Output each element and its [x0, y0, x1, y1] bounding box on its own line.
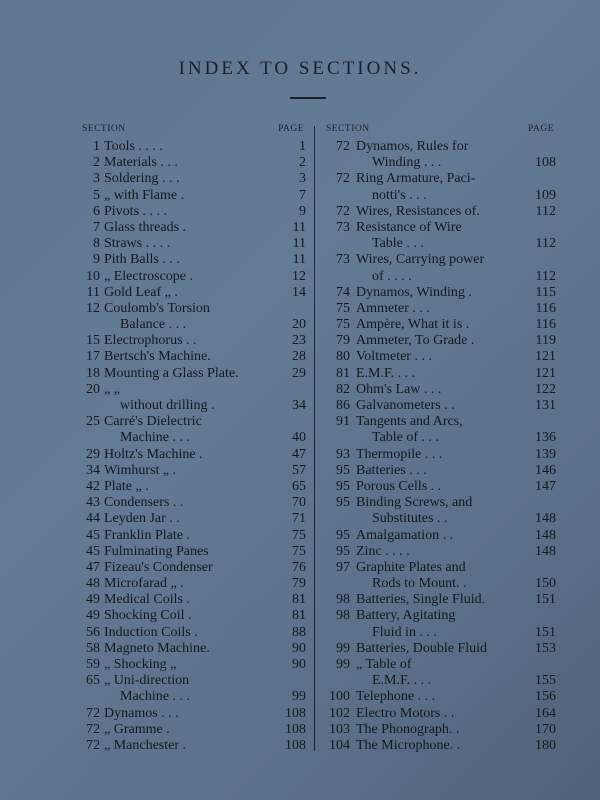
section-number: 80 — [336, 349, 350, 365]
entry-title: Wires, Carrying power — [356, 252, 485, 268]
entry-title: The Microphone. . — [356, 737, 461, 753]
entry-title: Batteries, Double Fluid — [356, 640, 488, 656]
page-number: 108 — [535, 155, 556, 171]
index-entry — [322, 528, 554, 544]
section-number: 56 — [86, 624, 100, 640]
section-number: 74 — [336, 284, 350, 300]
index-entry — [322, 188, 554, 204]
entry-title: Leyden Jar . . — [104, 511, 180, 527]
entry-title: „ „ — [104, 381, 120, 397]
index-entry — [76, 560, 308, 576]
page-number: 108 — [285, 721, 306, 737]
page-number: 115 — [535, 284, 556, 300]
index-entry — [76, 592, 308, 608]
entry-title: „ Manchester . — [104, 737, 187, 753]
index-entry — [76, 366, 308, 382]
page-number: 147 — [535, 478, 556, 494]
section-number: 1 — [93, 139, 100, 154]
index-entry — [76, 155, 308, 171]
entry-title: Wimhurst „ . — [104, 462, 177, 478]
page-number: 146 — [535, 462, 556, 478]
section-number: 29 — [86, 446, 100, 462]
index-entry — [76, 269, 308, 285]
entry-title: Ampère, What it is . — [356, 317, 470, 333]
index-entry — [322, 447, 554, 463]
section-number: 91 — [336, 414, 350, 430]
entry-title: E.M.F. . . . — [356, 365, 416, 381]
index-entry — [76, 349, 308, 365]
page-number: 11 — [292, 236, 306, 252]
index-entry — [322, 414, 554, 430]
page-number: 108 — [285, 737, 306, 753]
page-number: 34 — [292, 398, 306, 413]
entry-title: Ammeter, To Grade . — [356, 333, 475, 349]
page-heading: PAGE — [278, 124, 304, 134]
section-number: 72 — [336, 171, 350, 187]
section-number: 65 — [86, 673, 100, 689]
page-number: 116 — [535, 317, 556, 333]
index-entry — [76, 625, 308, 641]
entry-title: Rods to Mount. . — [372, 576, 467, 592]
page-number: 2 — [299, 155, 306, 171]
page-number: 136 — [535, 430, 556, 446]
page-number: 122 — [535, 381, 556, 397]
index-entry — [76, 333, 308, 349]
page-number: 155 — [535, 673, 556, 689]
entry-title: Graphite Plates and — [356, 559, 466, 575]
entry-title: of . . . . — [372, 268, 412, 284]
right-column-header — [322, 124, 554, 139]
entry-title: Bertsch's Machine. — [104, 349, 211, 365]
entry-title: Fulminating Panes — [104, 543, 209, 559]
entry-title: The Phonograph. . — [356, 721, 460, 737]
section-number: 102 — [329, 705, 350, 721]
section-number: 103 — [329, 721, 350, 737]
index-entry — [76, 689, 308, 705]
page-number: 170 — [535, 721, 556, 737]
page-number: 99 — [292, 689, 306, 705]
index-entry — [76, 528, 308, 544]
section-number: 72 — [336, 203, 350, 219]
entry-title: Franklin Plate . — [104, 527, 190, 543]
section-number: 97 — [336, 559, 350, 575]
index-entry — [322, 204, 554, 220]
index-entry — [76, 382, 308, 398]
index-entry — [76, 236, 308, 252]
page-number: 148 — [535, 543, 556, 559]
index-entry — [76, 657, 308, 673]
section-number: 45 — [86, 543, 100, 559]
page-number: 9 — [299, 203, 306, 219]
page-number: 90 — [292, 657, 306, 672]
section-number: 8 — [93, 236, 100, 252]
index-entry — [322, 511, 554, 527]
section-number: 7 — [93, 219, 100, 235]
page-number: 28 — [292, 349, 306, 365]
page-number: 3 — [299, 171, 306, 187]
left-index-list — [76, 139, 308, 754]
title-underline — [290, 97, 326, 99]
entry-title: Mounting a Glass Plate. — [104, 365, 239, 381]
index-entry — [322, 171, 554, 187]
section-number: 82 — [336, 381, 350, 397]
entry-title: Medical Coils . — [104, 592, 190, 608]
entry-title: Glass threads . — [104, 219, 187, 235]
section-number: 95 — [336, 527, 350, 543]
index-entry — [76, 398, 308, 414]
section-number: 98 — [336, 592, 350, 608]
entry-title: Straws . . . . — [104, 236, 171, 252]
page-number: 148 — [535, 527, 556, 543]
entry-title: Microfarad „ . — [104, 576, 184, 592]
index-entry — [322, 317, 554, 333]
index-entry — [322, 722, 554, 738]
entry-title: Magneto Machine. — [104, 640, 210, 656]
index-entry — [76, 576, 308, 592]
page-number: 88 — [292, 624, 306, 640]
entry-title: notti's . . . — [372, 187, 427, 203]
section-number: 98 — [336, 608, 350, 624]
page-number: 1 — [299, 139, 306, 154]
entry-title: Winding . . . — [372, 155, 442, 171]
right-column — [322, 124, 554, 754]
entry-title: Battery, Agitating — [356, 608, 456, 624]
index-entry — [322, 220, 554, 236]
left-column-header — [76, 124, 308, 139]
section-number: 45 — [86, 527, 100, 543]
entry-title: Galvanometers . . — [356, 398, 455, 413]
section-number: 95 — [336, 543, 350, 559]
page-number: 75 — [292, 527, 306, 543]
section-number: 72 — [86, 721, 100, 737]
entry-title: Batteries, Single Fluid. — [356, 592, 486, 608]
entry-title: Plate „ . — [104, 478, 149, 494]
section-heading: SECTION — [82, 124, 126, 134]
entry-title: E.M.F. . . . — [372, 673, 432, 689]
left-column — [76, 124, 308, 754]
index-entry — [76, 447, 308, 463]
index-entry — [322, 269, 554, 285]
index-entry — [322, 349, 554, 365]
index-entry — [322, 608, 554, 624]
index-entry — [76, 220, 308, 236]
section-number: 73 — [336, 219, 350, 235]
index-entry — [76, 722, 308, 738]
section-number: 81 — [336, 365, 350, 381]
entry-title: Holtz's Machine . — [104, 446, 203, 462]
page-number: 156 — [535, 689, 556, 705]
index-entry — [76, 673, 308, 689]
entry-title: Ring Armature, Paci- — [356, 171, 476, 187]
index-entry — [322, 544, 554, 560]
section-number: 6 — [93, 203, 100, 219]
index-entry — [322, 495, 554, 511]
section-number: 75 — [336, 300, 350, 316]
entry-title: Tools . . . . — [104, 139, 163, 154]
section-number: 49 — [86, 592, 100, 608]
section-number: 34 — [86, 462, 100, 478]
page-number: 164 — [535, 705, 556, 721]
page-number: 148 — [535, 511, 556, 527]
entry-title: Ohm's Law . . . — [356, 381, 442, 397]
page-number: 57 — [292, 462, 306, 478]
index-entry — [76, 463, 308, 479]
entry-title: Zinc . . . . — [356, 543, 410, 559]
page-number: 151 — [535, 624, 556, 640]
section-number: 99 — [336, 657, 350, 672]
entry-title: Induction Coils . — [104, 624, 198, 640]
entry-title: „ Electroscope . — [104, 268, 194, 284]
index-entry — [76, 317, 308, 333]
page-number: 65 — [292, 478, 306, 494]
page-number: 108 — [285, 705, 306, 721]
entry-title: Pivots . . . . — [104, 203, 168, 219]
entry-title: Balance . . . — [120, 317, 187, 333]
entry-title: Batteries . . . — [356, 462, 427, 478]
index-entry — [322, 738, 554, 754]
entry-title: Table . . . — [372, 236, 424, 252]
index-entry — [76, 171, 308, 187]
entry-title: Coulomb's Torsion — [104, 300, 210, 316]
index-entry — [76, 706, 308, 722]
index-entry — [322, 285, 554, 301]
index-entry — [322, 236, 554, 252]
page-number: 81 — [292, 592, 306, 608]
index-entry — [76, 414, 308, 430]
section-number: 3 — [93, 171, 100, 187]
column-divider — [314, 126, 315, 751]
entry-title: Electrophorus . . — [104, 333, 197, 349]
index-entry — [322, 641, 554, 657]
entry-title: Carré's Dielectric — [104, 414, 202, 430]
index-entry — [322, 430, 554, 446]
entry-title: Dynamos, Winding . — [356, 284, 472, 300]
section-number: 10 — [86, 268, 100, 284]
entry-title: Tangents and Arcs, — [356, 414, 463, 430]
entry-title: Shocking Coil . — [104, 608, 192, 624]
entry-title: Dynamos . . . — [104, 705, 179, 721]
page-number: 20 — [292, 317, 306, 333]
page-number: 11 — [292, 219, 306, 235]
index-entry — [76, 204, 308, 220]
page-title: INDEX TO SECTIONS. — [178, 58, 422, 79]
entry-title: Binding Screws, and — [356, 495, 473, 511]
index-entry — [322, 398, 554, 414]
entry-title: Machine . . . — [120, 689, 190, 705]
section-number: 11 — [86, 284, 100, 300]
section-number: 59 — [86, 657, 100, 672]
index-entry — [322, 706, 554, 722]
section-number: 18 — [86, 365, 100, 381]
index-entry — [322, 560, 554, 576]
section-number: 58 — [86, 640, 100, 656]
index-entry — [322, 301, 554, 317]
section-number: 42 — [86, 478, 100, 494]
page-number: 180 — [535, 737, 556, 753]
section-number: 49 — [86, 608, 100, 624]
section-number: 9 — [93, 252, 100, 268]
entry-title: Gold Leaf „ . — [104, 284, 178, 300]
page-number: 70 — [292, 495, 306, 511]
entry-title: „ with Flame . — [104, 187, 185, 203]
entry-title: Porous Cells . . — [356, 478, 442, 494]
entry-title: Amalgamation . . — [356, 527, 454, 543]
section-number: 72 — [86, 737, 100, 753]
section-number: 47 — [86, 559, 100, 575]
section-number: 99 — [336, 640, 350, 656]
index-entry — [76, 479, 308, 495]
section-number: 93 — [336, 446, 350, 462]
entry-title: Telephone . . . — [356, 689, 436, 705]
page-number: 112 — [535, 236, 556, 252]
section-number: 72 — [336, 139, 350, 154]
entry-title: Electro Motors . . — [356, 705, 455, 721]
entry-title: Ammeter . . . — [356, 300, 430, 316]
entry-title: Table of . . . — [372, 430, 440, 446]
entry-title: Wires, Resistances of. — [356, 203, 480, 219]
section-number: 20 — [86, 381, 100, 397]
entry-title: „ Gramme . — [104, 721, 170, 737]
entry-title: „ Table of — [356, 657, 412, 672]
right-index-list — [322, 139, 554, 754]
entry-title: Fizeau's Condenser — [104, 559, 213, 575]
page-number: 150 — [535, 576, 556, 592]
index-entry — [322, 155, 554, 171]
entry-title: without drilling . — [120, 398, 215, 413]
index-entry — [322, 657, 554, 673]
page-number: 112 — [535, 268, 556, 284]
page-number: 119 — [535, 333, 556, 349]
section-number: 25 — [86, 414, 100, 430]
entry-title: Voltmeter . . . — [356, 349, 432, 365]
page-number: 75 — [292, 543, 306, 559]
page-number: 153 — [535, 640, 556, 656]
section-number: 73 — [336, 252, 350, 268]
index-entry — [322, 333, 554, 349]
index-entry — [76, 511, 308, 527]
index-entry — [76, 139, 308, 155]
entry-title: Substitutes . . — [372, 511, 448, 527]
entry-title: Materials . . . — [104, 155, 178, 171]
page-number: 109 — [535, 187, 556, 203]
section-number: 75 — [336, 317, 350, 333]
entry-title: Machine . . . — [120, 430, 190, 446]
entry-title: „ Uni-direction — [104, 673, 190, 689]
page-number: 23 — [292, 333, 306, 349]
page-number: 121 — [535, 349, 556, 365]
entry-title: Fluid in . . . — [372, 624, 437, 640]
index-entry — [76, 285, 308, 301]
index-entry — [322, 673, 554, 689]
index-entry — [76, 544, 308, 560]
index-entry — [76, 301, 308, 317]
index-entry — [322, 576, 554, 592]
page-number: 11 — [292, 252, 306, 268]
page-number: 90 — [292, 640, 306, 656]
index-entry — [322, 252, 554, 268]
section-number: 72 — [86, 705, 100, 721]
page-number: 14 — [292, 284, 306, 300]
index-entry — [76, 430, 308, 446]
section-number: 15 — [86, 333, 100, 349]
section-number: 5 — [93, 187, 100, 203]
index-entry — [76, 641, 308, 657]
index-entry — [322, 382, 554, 398]
index-entry — [322, 366, 554, 382]
section-number: 100 — [329, 689, 350, 705]
section-number: 48 — [86, 576, 100, 592]
page-number: 151 — [535, 592, 556, 608]
entry-title: Condensers . . — [104, 495, 184, 511]
index-entry — [322, 592, 554, 608]
page-number: 71 — [292, 511, 306, 527]
index-entry — [322, 689, 554, 705]
page-number: 131 — [535, 398, 556, 413]
section-number: 104 — [329, 737, 350, 753]
index-entry — [322, 479, 554, 495]
section-number: 95 — [336, 462, 350, 478]
section-number: 44 — [86, 511, 100, 527]
page-heading: PAGE — [528, 124, 554, 134]
page-number: 47 — [292, 446, 306, 462]
entry-title: Resistance of Wire — [356, 219, 462, 235]
page-number: 139 — [535, 446, 556, 462]
index-entry — [322, 625, 554, 641]
entry-title: Soldering . . . — [104, 171, 180, 187]
page-number: 40 — [292, 430, 306, 446]
page-number: 112 — [535, 203, 556, 219]
section-number: 43 — [86, 495, 100, 511]
section-number: 79 — [336, 333, 350, 349]
section-number: 86 — [336, 398, 350, 413]
index-entry — [322, 139, 554, 155]
page-number: 79 — [292, 576, 306, 592]
index-entry — [76, 495, 308, 511]
section-number: 2 — [93, 155, 100, 171]
entry-title: „ Shocking „ — [104, 657, 177, 672]
section-number: 12 — [86, 300, 100, 316]
page-number: 81 — [292, 608, 306, 624]
page-number: 121 — [535, 365, 556, 381]
entry-title: Thermopile . . . — [356, 446, 443, 462]
page-number: 29 — [292, 365, 306, 381]
entry-title: Dynamos, Rules for — [356, 139, 469, 154]
page-number: 7 — [299, 187, 306, 203]
page-number: 76 — [292, 559, 306, 575]
entry-title: Pith Balls . . . — [104, 252, 180, 268]
index-entry — [76, 608, 308, 624]
section-number: 95 — [336, 495, 350, 511]
section-number: 95 — [336, 478, 350, 494]
section-heading: SECTION — [326, 124, 370, 134]
index-entry — [76, 738, 308, 754]
page-number: 116 — [535, 300, 556, 316]
index-entry — [322, 463, 554, 479]
index-entry — [76, 188, 308, 204]
section-number: 17 — [86, 349, 100, 365]
page-number: 12 — [292, 268, 306, 284]
index-entry — [76, 252, 308, 268]
